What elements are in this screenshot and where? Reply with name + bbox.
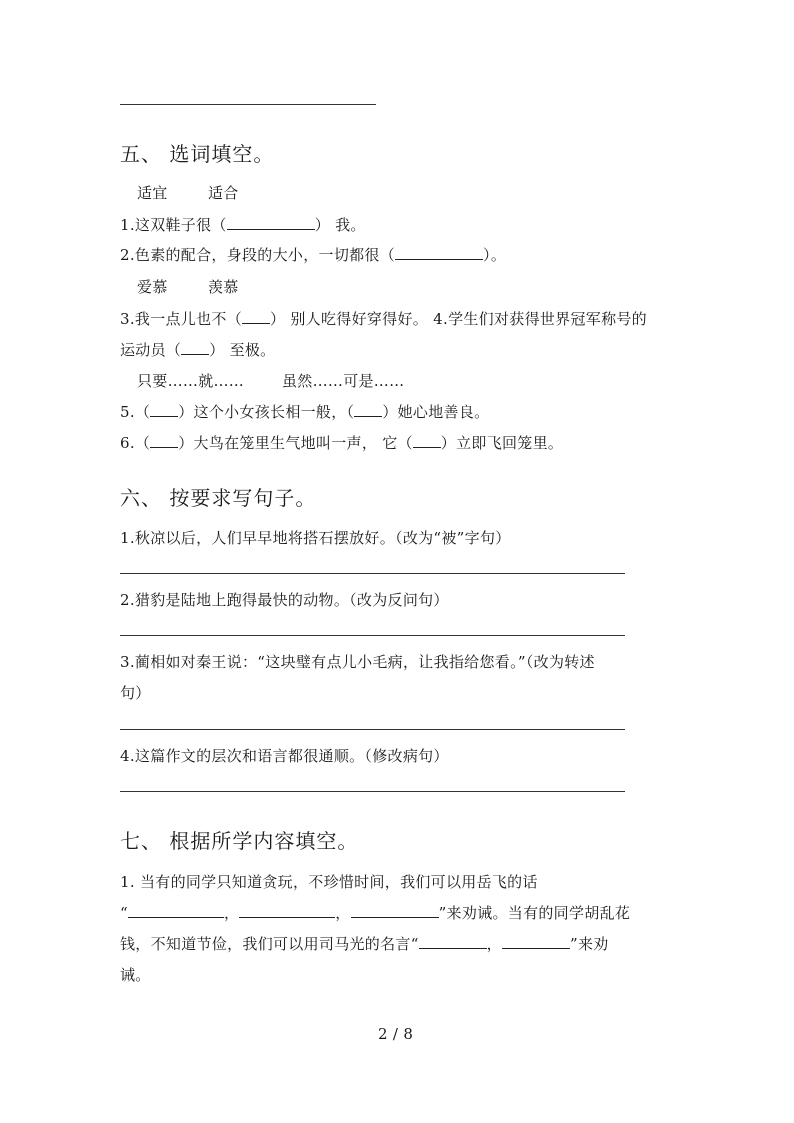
answer-blank[interactable]: [181, 340, 209, 355]
answer-blank[interactable]: [419, 934, 487, 949]
question-5-3: 3.我一点儿也不（ ） 别人吃得好穿得好。 4.学生们对获得世界冠军称号的: [120, 310, 647, 328]
answer-line[interactable]: [120, 729, 625, 730]
question-6-3-cont: 句）: [120, 684, 151, 702]
question-6-4: 4.这篇作文的层次和语言都很通顺。（修改病句）: [120, 747, 449, 765]
question-5-2: 2.色素的配合，身段的大小，一切都很（ ）。: [120, 246, 507, 264]
page-number: 2 / 8: [378, 1025, 414, 1043]
question-5-6: 6.（ ）大鸟在笼里生气地叫一声， 它（ ）立即飞回笼里。: [120, 434, 564, 452]
answer-blank[interactable]: [413, 433, 441, 448]
word-choice-1b: 适合: [208, 184, 239, 202]
question-5-4: 运动员（ ） 至极。: [120, 341, 276, 359]
answer-blank[interactable]: [395, 245, 483, 260]
top-rule: [120, 104, 376, 105]
question-5-5: 5.（ ）这个小女孩长相一般，（ ）她心地善良。: [120, 403, 490, 421]
answer-line[interactable]: [120, 791, 625, 792]
question-5-1: 1.这双鞋子很（ ） 我。: [120, 216, 366, 234]
question-6-1: 1.秋凉以后，人们早早地将搭石摆放好。（改为“被”字句）: [120, 529, 511, 547]
question-7-1-line2: “ ， ， ”来劝诫。当有的同学胡乱花: [120, 904, 631, 922]
question-6-2: 2.猎豹是陆地上跑得最快的动物。（改为反问句）: [120, 591, 449, 609]
answer-blank[interactable]: [150, 402, 178, 417]
word-choice-3b: 虽然……可是……: [282, 372, 405, 390]
word-choice-1a: 适宜: [137, 184, 168, 202]
answer-blank[interactable]: [502, 934, 570, 949]
question-7-1-line3: 钱，不知道节俭，我们可以用司马光的名言“ ， ”来劝: [120, 935, 609, 953]
question-7-1-line4: 诫。: [120, 966, 151, 984]
answer-blank[interactable]: [351, 903, 439, 918]
answer-blank[interactable]: [128, 903, 224, 918]
word-choice-2a: 爱慕: [137, 278, 168, 296]
word-choice-2b: 羡慕: [208, 278, 239, 296]
answer-line[interactable]: [120, 573, 625, 574]
section-5-title: 五、 选词填空。: [120, 142, 275, 166]
answer-line[interactable]: [120, 635, 625, 636]
section-6-title: 六、 按要求写句子。: [120, 486, 317, 510]
section-7-title: 七、 根据所学内容填空。: [120, 829, 359, 853]
question-7-1: 1. 当有的同学只知道贪玩，不珍惜时间，我们可以用岳飞的话: [120, 873, 538, 891]
answer-blank[interactable]: [227, 215, 315, 230]
answer-blank[interactable]: [239, 903, 335, 918]
answer-blank[interactable]: [150, 433, 178, 448]
answer-blank[interactable]: [354, 402, 382, 417]
question-6-3: 3.蔺相如对秦王说：“这块璧有点儿小毛病，让我指给您看。”（改为转述: [120, 653, 595, 671]
word-choice-3a: 只要……就……: [137, 372, 245, 390]
answer-blank[interactable]: [242, 309, 270, 324]
